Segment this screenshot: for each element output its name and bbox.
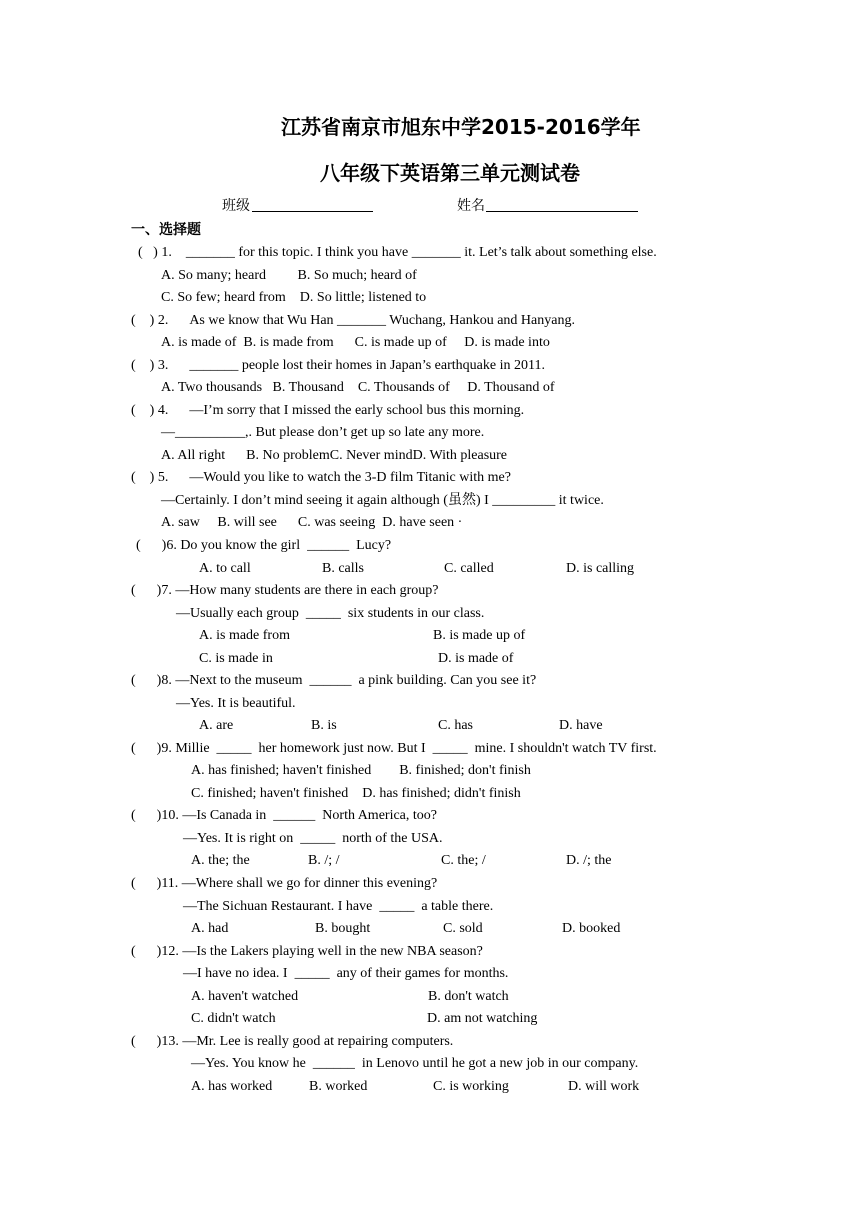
- question-12-stem: ( )12. —Is the Lakers playing well in the new NBA season?: [131, 944, 483, 959]
- question-8-reply: —Yes. It is beautiful.: [176, 696, 296, 711]
- question-10-option-a: A. the; the: [191, 853, 250, 868]
- class-label: 班级: [222, 198, 250, 214]
- question-8-option-a: A. are: [199, 718, 234, 733]
- question-7-option-d: D. is made of: [438, 651, 514, 666]
- question-12-option-b: B. don't watch: [428, 989, 509, 1004]
- question-2-stem: ( ) 2. As we know that Wu Han _______ Wuchang, Hankou and Hanyang.: [131, 313, 575, 328]
- question-3-options: A. Two thousands B. Thousand C. Thousands of D. Thousand of: [161, 380, 555, 395]
- question-8-option-c: C. has: [438, 718, 473, 733]
- question-1-stem: ( ) 1. _______ for this topic. I think you have _______ it. Let’s talk about something else.: [138, 245, 657, 260]
- question-4-options: A. All right B. No problemC. Never mindD. With pleasure: [161, 448, 508, 463]
- question-7-option-c: C. is made in: [199, 651, 273, 666]
- question-7-option-a: A. is made from: [199, 628, 290, 643]
- question-5-stem: ( ) 5. —Would you like to watch the 3-D film Titanic with me?: [131, 470, 511, 485]
- question-6-stem: ( )6. Do you know the girl ______ Lucy?: [136, 538, 392, 553]
- question-7-option-b: B. is made up of: [433, 628, 526, 643]
- question-11-option-a: A. had: [191, 921, 229, 936]
- question-1-options-cd: C. So few; heard from D. So little; listened to: [161, 290, 427, 305]
- question-1-options-ab: A. So many; heard B. So much; heard of: [161, 268, 417, 283]
- question-10-option-c: C. the; /: [441, 853, 486, 868]
- question-3-stem: ( ) 3. _______ people lost their homes in Japan’s earthquake in 2011.: [131, 358, 545, 373]
- question-13-option-c: C. is working: [433, 1079, 509, 1094]
- question-10-reply: —Yes. It is right on _____ north of the USA.: [183, 831, 443, 846]
- name-underline: [486, 211, 638, 212]
- question-9-stem: ( )9. Millie _____ her homework just now. But I _____ mine. I shouldn't watch TV first.: [131, 741, 657, 756]
- question-11-reply: —The Sichuan Restaurant. I have _____ a table there.: [183, 899, 494, 914]
- question-13-option-a: A. has worked: [191, 1079, 273, 1094]
- question-4-reply: —__________,. But please don’t get up so late any more.: [161, 425, 485, 440]
- exam-title-line1: 江苏省南京市旭东中学2015-2016学年: [281, 115, 641, 139]
- question-11-option-d: D. booked: [562, 921, 621, 936]
- question-13-reply: —Yes. You know he ______ in Lenovo until he got a new job in our company.: [191, 1056, 639, 1071]
- question-6-option-b: B. calls: [322, 561, 364, 576]
- question-12-option-a: A. haven't watched: [191, 989, 299, 1004]
- question-8-option-b: B. is: [311, 718, 337, 733]
- question-5-reply: —Certainly. I don’t mind seeing it again although (虽然) I _________ it twice.: [161, 493, 604, 508]
- question-11-stem: ( )11. —Where shall we go for dinner this evening?: [131, 876, 438, 891]
- question-5-options: A. saw B. will see C. was seeing D. have seen ·: [161, 515, 463, 530]
- question-7-stem: ( )7. —How many students are there in each group?: [131, 583, 439, 598]
- exam-title-line2: 八年级下英语第三单元测试卷: [320, 161, 580, 185]
- question-10-option-d: D. /; the: [566, 853, 612, 868]
- question-6-option-c: C. called: [444, 561, 494, 576]
- question-8-stem: ( )8. —Next to the museum ______ a pink building. Can you see it?: [131, 673, 537, 688]
- question-6-option-d: D. is calling: [566, 561, 635, 576]
- question-11-option-b: B. bought: [315, 921, 371, 936]
- question-2-options: A. is made of B. is made from C. is made up of D. is made into: [161, 335, 550, 350]
- question-11-option-c: C. sold: [443, 921, 483, 936]
- question-4-stem: ( ) 4. —I’m sorry that I missed the early school bus this morning.: [131, 403, 525, 418]
- question-9-options-ab: A. has finished; haven't finished B. finished; don't finish: [191, 763, 531, 778]
- question-9-options-cd: C. finished; haven't finished D. has finished; didn't finish: [191, 786, 521, 801]
- question-13-stem: ( )13. —Mr. Lee is really good at repairing computers.: [131, 1034, 454, 1049]
- question-13-option-b: B. worked: [309, 1079, 368, 1094]
- question-10-option-b: B. /; /: [308, 853, 340, 868]
- question-12-reply: —I have no idea. I _____ any of their games for months.: [183, 966, 509, 981]
- question-7-reply: —Usually each group _____ six students in our class.: [176, 606, 485, 621]
- question-8-option-d: D. have: [559, 718, 603, 733]
- name-label: 姓名: [457, 198, 485, 214]
- question-12-option-d: D. am not watching: [427, 1011, 538, 1026]
- question-10-stem: ( )10. —Is Canada in ______ North America, too?: [131, 808, 437, 823]
- section-heading: 一、选择题: [131, 222, 201, 238]
- class-underline: [252, 211, 373, 212]
- question-6-option-a: A. to call: [199, 561, 251, 576]
- question-13-option-d: D. will work: [568, 1079, 640, 1094]
- question-12-option-c: C. didn't watch: [191, 1011, 276, 1026]
